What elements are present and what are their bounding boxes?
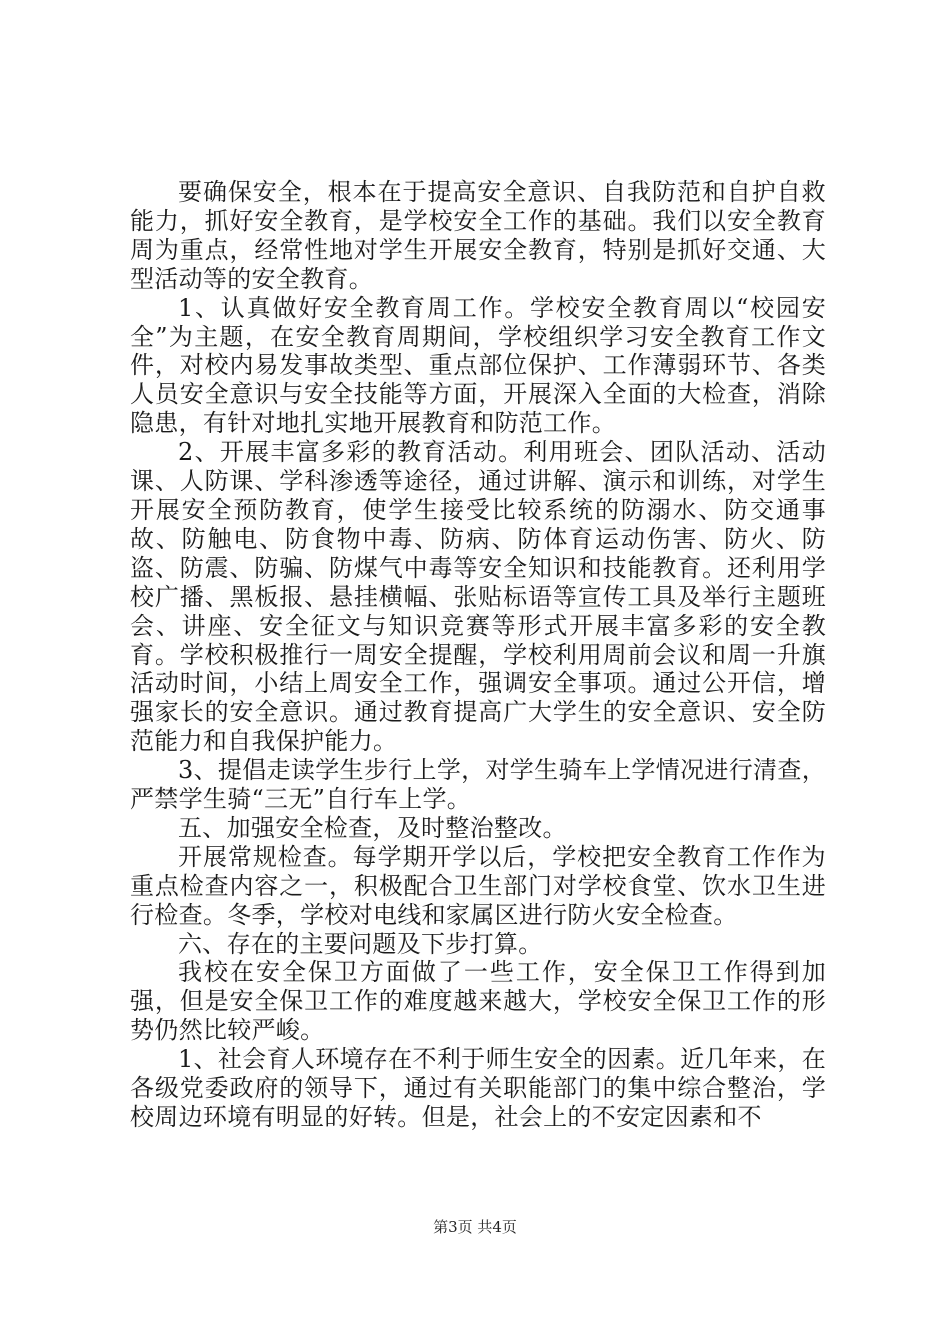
paragraph-security-situation: 我校在安全保卫方面做了一些工作，安全保卫工作得到加强，但是安全保卫工作的难度越来越大，学校安全保卫工作的形势仍然比较严峻。 (130, 958, 826, 1045)
paragraph-education-activities: 2、开展丰富多彩的教育活动。利用班会、团队活动、活动课、人防课、学科渗透等途径，通过讲解、演示和训练，对学生开展安全预防教育，使学生接受比较系统的防溺水、防交通事故、防触电、防食物中毒、防病、防体育运动伤害、防火、防盗、防震、防骗、防煤气中毒等安全知识和技能教育。还利用学校广播、黑板报、悬挂横幅、张贴标语等宣传工具及举行主题班会、讲座、安全征文与知识竞赛等形式开展丰富多彩的安全教育。学校积极推行一周安全提醒，学校利用周前会议和周一升旗活动时间，小结上周安全工作，强调安全事项。通过公开信，增强家长的安全意识。通过教育提高广大学生的安全意识、安全防范能力和自我保护能力。 (130, 438, 826, 756)
paragraph-safety-education-intro: 要确保安全，根本在于提高安全意识、自我防范和自护自救能力，抓好安全教育，是学校安全工作的基础。我们以安全教育周为重点，经常性地对学生开展安全教育，特别是抓好交通、大型活动等的安全教育。 (130, 178, 826, 293)
heading-section-six: 六、存在的主要问题及下步打算。 (178, 929, 543, 958)
heading-section-five: 五、加强安全检查，及时整治整改。 (178, 813, 567, 842)
paragraph-education-week: 1、认真做好安全教育周工作。学校安全教育周以“校园安全”为主题，在安全教育周期间，学校组织学习安全教育工作文件，对校内易发事故类型、重点部位保护、工作薄弱环节、各类人员安全意识与安全技能等方面，开展深入全面的大检查，消除隐患，有针对地扎实地开展教育和防范工作。 (130, 293, 826, 438)
paragraph-walking-to-school: 3、提倡走读学生步行上学，对学生骑车上学情况进行清查，严禁学生骑“三无”自行车上学。 (130, 756, 826, 814)
paragraph-routine-inspection: 开展常规检查。每学期开学以后，学校把安全教育工作作为重点检查内容之一，积极配合卫生部门对学校食堂、饮水卫生进行检查。冬季，学校对电线和家属区进行防火安全检查。 (130, 842, 826, 929)
document-body (130, 178, 826, 1132)
page-number-footer: 第3页 共4页 (433, 1218, 517, 1236)
paragraph-social-environment: 1、社会育人环境存在不利于师生安全的因素。近几年来，在各级党委政府的领导下，通过有关职能部门的集中综合整治，学校周边环境有明显的好转。但是，社会上的不安定因素和不 (130, 1045, 826, 1131)
